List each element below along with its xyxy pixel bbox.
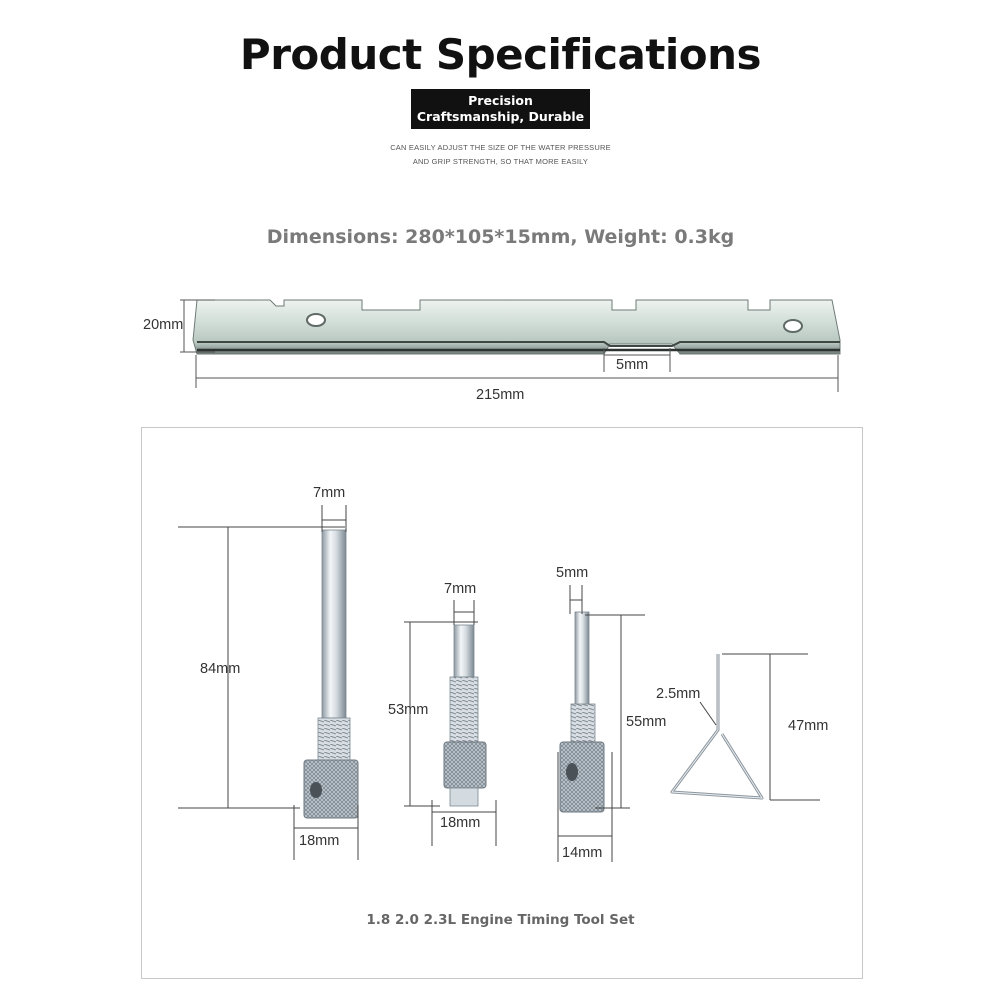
tagline-line-1: Precision — [468, 93, 533, 108]
pin1-length-label: 84mm — [200, 661, 241, 677]
pin3-width-label: 5mm — [556, 565, 589, 581]
tool-set-frame — [141, 427, 863, 979]
clip-wire-label: 2.5mm — [656, 686, 701, 702]
pin2-length-label: 53mm — [388, 702, 429, 718]
tiny-text-line-1: CAN EASILY ADJUST THE SIZE OF THE WATER PRESSURE — [390, 143, 611, 152]
plate-slot-label: 5mm — [616, 357, 649, 373]
pin3-length-label: 55mm — [626, 714, 667, 730]
pin1-knob-label: 18mm — [299, 833, 340, 849]
tagline-line-2: Craftsmanship, Durable — [416, 109, 585, 124]
pin2-knob-label: 18mm — [440, 815, 481, 831]
product-caption: 1.8 2.0 2.3L Engine Timing Tool Set — [366, 912, 635, 928]
page-title: Product Specifications — [239, 30, 762, 79]
clip-height-label: 47mm — [788, 718, 829, 734]
timing-plate — [193, 300, 840, 354]
plate-length-label: 215mm — [476, 387, 525, 403]
plate-height-label: 20mm — [143, 317, 184, 333]
pin1-width-label: 7mm — [313, 485, 346, 501]
pin3-knob-label: 14mm — [562, 845, 603, 861]
dimensions-weight-text: Dimensions: 280*105*15mm, Weight: 0.3kg — [266, 226, 735, 248]
pin2-width-label: 7mm — [444, 581, 477, 597]
tiny-text-line-2: AND GRIP STRENGTH, SO THAT MORE EASILY — [412, 157, 589, 166]
